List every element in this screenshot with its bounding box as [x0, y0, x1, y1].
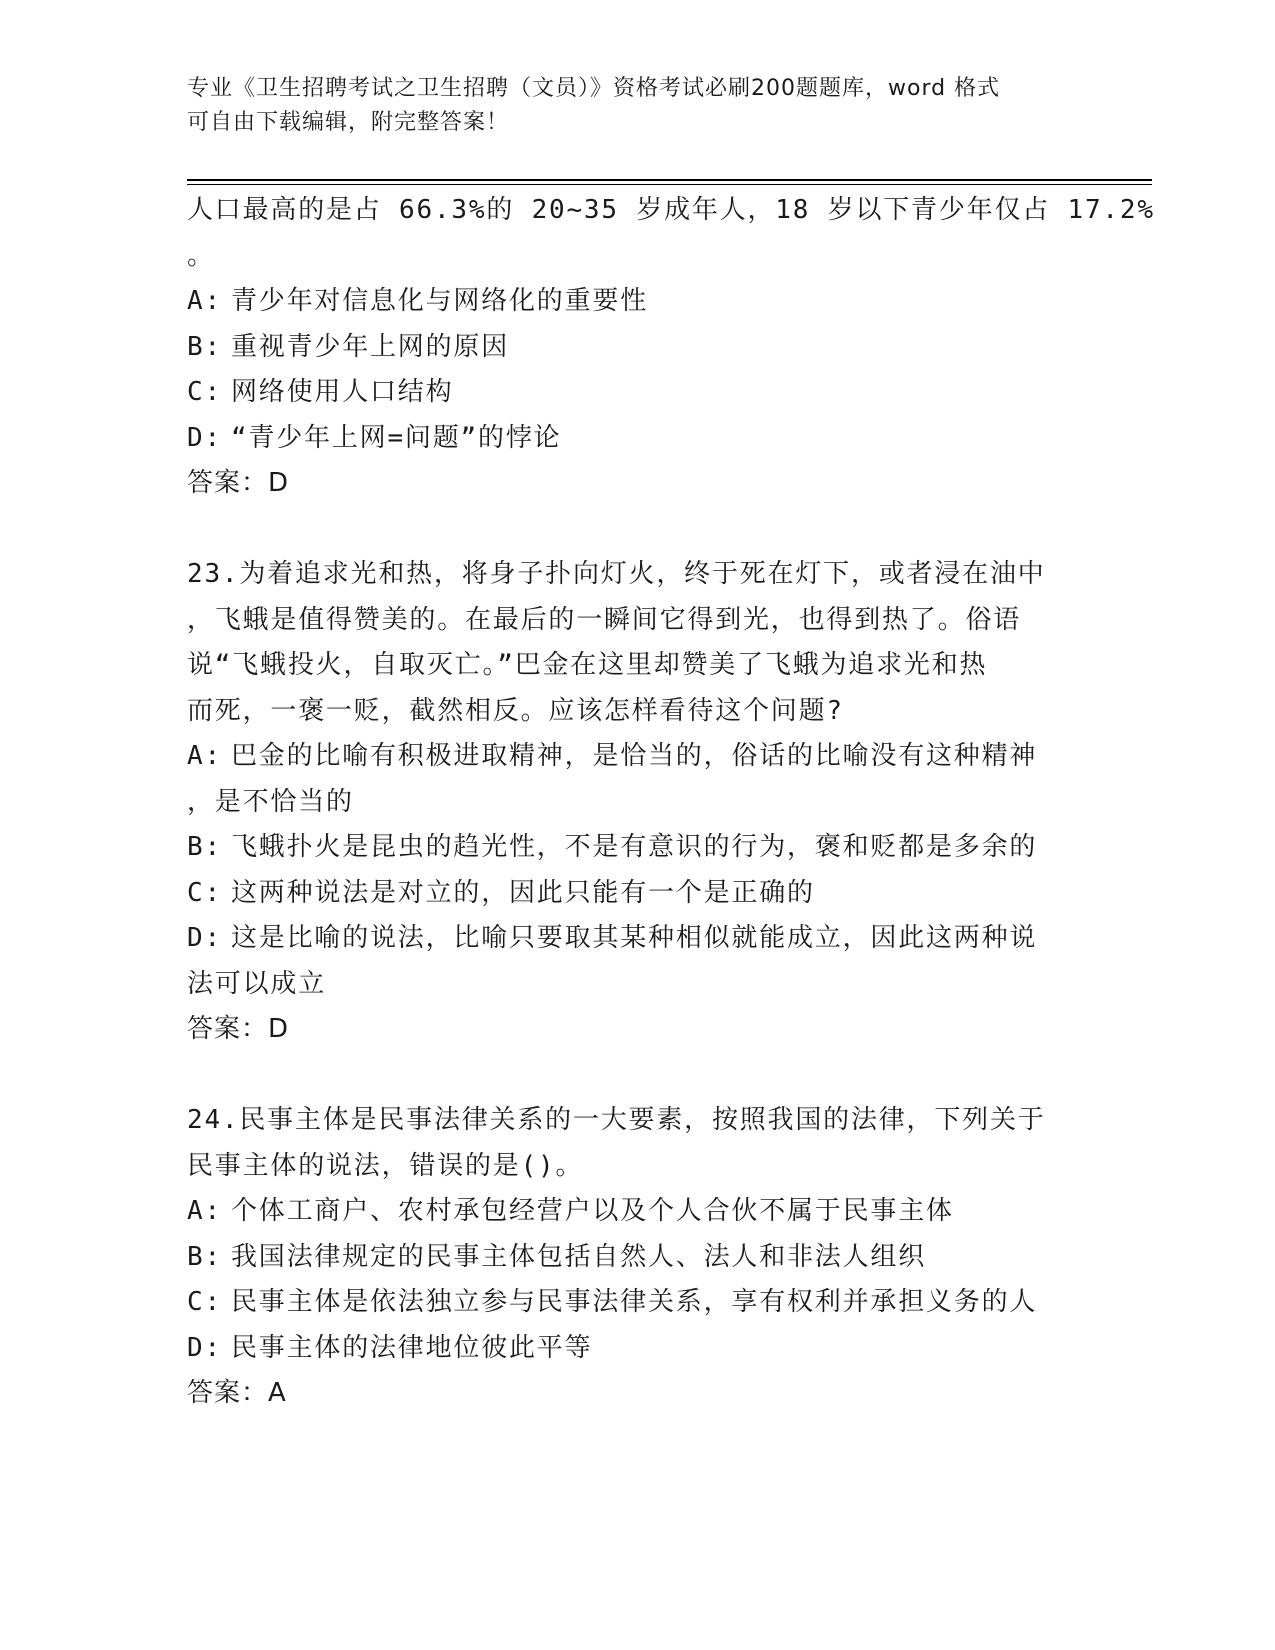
option-letter: A: [187, 286, 222, 316]
option-letter: B: [187, 331, 222, 362]
question-stem-line: 民事主体的说法，错误的是()。 [187, 1150, 584, 1181]
header-rule-thin [187, 184, 1152, 185]
option-letter: D: [187, 422, 222, 453]
question-stem-line: 23.为着追求光和热，将身子扑向灯火，终于死在灯下，或者浸在油中 [187, 559, 1046, 589]
option-text: 重视青少年上网的原因 [231, 331, 510, 362]
option-c [187, 370, 1087, 416]
header-rule-thick [187, 179, 1152, 181]
question-22 [187, 188, 1155, 507]
option-c [187, 871, 1087, 917]
question-stem-line: 而死，一褒一贬，截然相反。应该怎样看待这个问题? [187, 695, 844, 726]
option-text: 巴金的比喻有积极进取精神，是恰当的，俗话的比喻没有这种精神 [231, 741, 1038, 771]
option-text: 我国法律规定的民事主体包括自然人、法人和非法人组织 [231, 1241, 927, 1272]
option-b [187, 325, 1087, 371]
option-text: 飞蛾扑火是昆虫的趋光性，不是有意识的行为，褒和贬都是多余的 [231, 832, 1038, 862]
option-text: 青少年对信息化与网络化的重要性 [231, 286, 649, 316]
document-body [187, 188, 1155, 1417]
question-stem-line: 人口最高的是占 66.3%的 20~35 岁成年人，18 岁以下青少年仅占 17.2% [187, 195, 1155, 225]
option-text: “青少年上网=问题”的悖论 [231, 422, 562, 453]
option-text: 这是比喻的说法，比喻只要取其某种相似就能成立，因此这两种说 [231, 923, 1038, 953]
answer-line: 答案：D [187, 1014, 290, 1044]
question-24 [187, 1098, 1087, 1417]
question-23 [187, 552, 1087, 1053]
question-stem-line: 24.民事主体是民事法律关系的一大要素，按照我国的法律，下列关于 [187, 1105, 1046, 1135]
option-a [187, 279, 1087, 325]
header-line-2: 可自由下载编辑，附完整答案！ [187, 110, 510, 135]
option-letter: D: [187, 1332, 222, 1363]
option-d [187, 916, 1087, 962]
document-header [187, 72, 1087, 140]
option-letter: A: [187, 741, 222, 771]
answer-line: 答案：A [187, 1378, 287, 1408]
option-text: 民事主体的法律地位彼此平等 [231, 1332, 593, 1363]
option-d [187, 1326, 1087, 1372]
header-line-1: 专业《卫生招聘考试之卫生招聘（文员）》资格考试必刷200题题库，word 格式 [187, 76, 1001, 101]
question-stem-line: ，飞蛾是值得赞美的。在最后的一瞬间它得到光，也得到热了。俗语 [187, 604, 1022, 635]
option-text: 网络使用人口结构 [231, 377, 454, 407]
option-d [187, 416, 1087, 462]
option-letter: C: [187, 1287, 222, 1317]
spacer [187, 507, 1087, 553]
option-letter: A: [187, 1196, 222, 1226]
option-text: 个体工商户、农村承包经营户以及个人合伙不属于民事主体 [231, 1196, 954, 1226]
option-b [187, 825, 1087, 871]
option-c [187, 1280, 1087, 1326]
option-letter: C: [187, 377, 222, 407]
option-b [187, 1235, 1087, 1281]
option-letter: B: [187, 1241, 222, 1272]
option-letter: C: [187, 877, 222, 908]
option-a [187, 1189, 1087, 1235]
option-a-continued: ，是不恰当的 [187, 786, 354, 817]
option-text: 民事主体是依法独立参与民事法律关系，享有权利并承担义务的人 [231, 1287, 1038, 1317]
spacer [187, 1053, 1087, 1099]
option-a [187, 734, 1087, 780]
answer-line: 答案：D [187, 468, 290, 498]
option-d-continued: 法可以成立 [187, 968, 327, 999]
option-letter: B: [187, 832, 222, 862]
question-stem-line: 说“飞蛾投火，自取灭亡。”巴金在这里却赞美了飞蛾为追求光和热 [187, 650, 988, 680]
option-letter: D: [187, 923, 222, 953]
option-text: 这两种说法是对立的，因此只能有一个是正确的 [231, 877, 815, 908]
question-stem-line: 。 [187, 240, 215, 271]
